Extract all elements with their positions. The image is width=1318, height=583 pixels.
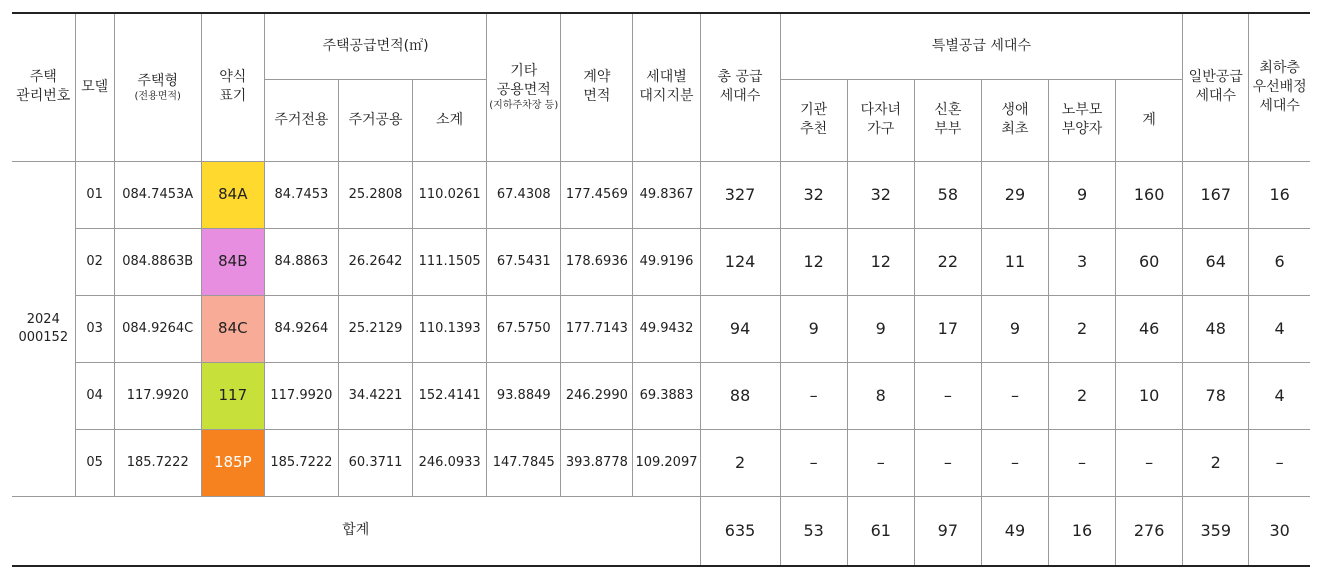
sp-newlywed-cell: 22 <box>914 228 981 295</box>
general-cell: 48 <box>1183 295 1249 362</box>
sp-agency-cell: – <box>780 362 847 429</box>
totals-row <box>12 496 1310 566</box>
land-share-cell: 69.3883 <box>633 362 700 429</box>
sp-agency-total: 53 <box>780 496 847 566</box>
sp-sum-total: 276 <box>1116 496 1183 566</box>
abbr-badge: 84A <box>201 161 264 228</box>
header-total-supply: 총 공급 세대수 <box>700 13 780 161</box>
abbr-badge: 84C <box>201 295 264 362</box>
header-common: 주거공용 <box>338 79 412 161</box>
sp-sum-cell: 46 <box>1116 295 1183 362</box>
header-mgmt-no: 주택 관리번호 <box>12 13 75 161</box>
land-share-cell: 49.9432 <box>633 295 700 362</box>
type-cell: 185.7222 <box>114 429 201 496</box>
contract-area-cell: 393.8778 <box>561 429 633 496</box>
subtotal-cell: 110.0261 <box>413 161 487 228</box>
model-cell: 02 <box>75 228 114 295</box>
total-supply-cell: 124 <box>700 228 780 295</box>
header-sp-first: 생애 최초 <box>981 79 1048 161</box>
contract-area-cell: 177.7143 <box>561 295 633 362</box>
sp-newlywed-cell: 17 <box>914 295 981 362</box>
model-cell: 01 <box>75 161 114 228</box>
header-other-common-sub: (지하주차장 등) <box>489 100 559 112</box>
sp-multi-total: 61 <box>847 496 914 566</box>
other-common-cell: 67.5750 <box>487 295 561 362</box>
sp-elderly-cell: 9 <box>1049 161 1116 228</box>
sp-elderly-cell: – <box>1049 429 1116 496</box>
common-area-cell: 25.2808 <box>338 161 412 228</box>
other-common-cell: 93.8849 <box>487 362 561 429</box>
table-row <box>12 295 1310 362</box>
type-cell: 084.8863B <box>114 228 201 295</box>
header-special: 특별공급 세대수 <box>780 13 1183 79</box>
sp-sum-cell: 60 <box>1116 228 1183 295</box>
private-area-cell: 84.7453 <box>264 161 338 228</box>
other-common-cell: 67.4308 <box>487 161 561 228</box>
sp-sum-cell: – <box>1116 429 1183 496</box>
sp-sum-cell: 10 <box>1116 362 1183 429</box>
subtotal-cell: 110.1393 <box>413 295 487 362</box>
table-row <box>12 429 1310 496</box>
header-type-sub: (전용면적) <box>134 90 181 102</box>
header-sp-multi: 다자녀 가구 <box>847 79 914 161</box>
lowest-cell: 6 <box>1249 228 1310 295</box>
sp-agency-cell: 9 <box>780 295 847 362</box>
model-cell: 03 <box>75 295 114 362</box>
header-land-share: 세대별 대지지분 <box>633 13 700 161</box>
supply-table <box>12 12 1310 567</box>
sp-first-cell: 29 <box>981 161 1048 228</box>
land-share-cell: 49.9196 <box>633 228 700 295</box>
total-supply-cell: 2 <box>700 429 780 496</box>
header-subtotal: 소계 <box>413 79 487 161</box>
mgmt-no-cell: 2024 000152 <box>12 161 75 496</box>
sp-first-cell: – <box>981 429 1048 496</box>
sp-multi-cell: – <box>847 429 914 496</box>
sp-first-total: 49 <box>981 496 1048 566</box>
private-area-cell: 185.7222 <box>264 429 338 496</box>
type-cell: 117.9920 <box>114 362 201 429</box>
abbr-badge: 84B <box>201 228 264 295</box>
sp-agency-cell: 12 <box>780 228 847 295</box>
general-cell: 78 <box>1183 362 1249 429</box>
header-other-common <box>487 13 561 161</box>
sp-newlywed-cell: – <box>914 362 981 429</box>
header-supply-area: 주택공급면적(㎡) <box>264 13 486 79</box>
sp-multi-cell: 9 <box>847 295 914 362</box>
sp-elderly-cell: 2 <box>1049 362 1116 429</box>
sp-sum-cell: 160 <box>1116 161 1183 228</box>
header-type-label: 주택형 <box>137 72 178 89</box>
abbr-badge: 185P <box>201 429 264 496</box>
sp-multi-cell: 12 <box>847 228 914 295</box>
sp-agency-cell: – <box>780 429 847 496</box>
total-supply-total: 635 <box>700 496 780 566</box>
lowest-cell: – <box>1249 429 1310 496</box>
header-lowest: 최하층 우선배정 세대수 <box>1249 13 1310 161</box>
sp-agency-cell: 32 <box>780 161 847 228</box>
other-common-cell: 67.5431 <box>487 228 561 295</box>
sp-first-cell: 9 <box>981 295 1048 362</box>
header-abbr: 약식 표기 <box>201 13 264 161</box>
subtotal-cell: 111.1505 <box>413 228 487 295</box>
sp-newlywed-total: 97 <box>914 496 981 566</box>
private-area-cell: 84.9264 <box>264 295 338 362</box>
header-sp-sum: 계 <box>1116 79 1183 161</box>
model-cell: 04 <box>75 362 114 429</box>
sp-first-cell: 11 <box>981 228 1048 295</box>
sp-newlywed-cell: 58 <box>914 161 981 228</box>
sp-elderly-total: 16 <box>1049 496 1116 566</box>
header-other-common-label: 기타 공용면적 <box>496 63 551 99</box>
sp-multi-cell: 8 <box>847 362 914 429</box>
sp-newlywed-cell: – <box>914 429 981 496</box>
private-area-cell: 117.9920 <box>264 362 338 429</box>
contract-area-cell: 177.4569 <box>561 161 633 228</box>
general-cell: 64 <box>1183 228 1249 295</box>
sp-multi-cell: 32 <box>847 161 914 228</box>
header-sp-elderly: 노부모 부양자 <box>1049 79 1116 161</box>
total-supply-cell: 88 <box>700 362 780 429</box>
header-model: 모델 <box>75 13 114 161</box>
common-area-cell: 25.2129 <box>338 295 412 362</box>
header-general: 일반공급 세대수 <box>1183 13 1249 161</box>
type-cell: 084.7453A <box>114 161 201 228</box>
header-type <box>114 13 201 161</box>
lowest-cell: 4 <box>1249 295 1310 362</box>
sp-elderly-cell: 3 <box>1049 228 1116 295</box>
subtotal-cell: 246.0933 <box>413 429 487 496</box>
common-area-cell: 26.2642 <box>338 228 412 295</box>
general-total: 359 <box>1183 496 1249 566</box>
type-cell: 084.9264C <box>114 295 201 362</box>
total-supply-cell: 94 <box>700 295 780 362</box>
header-sp-agency: 기관 추천 <box>780 79 847 161</box>
table-row <box>12 161 1310 228</box>
lowest-total: 30 <box>1249 496 1310 566</box>
abbr-badge: 117 <box>201 362 264 429</box>
sp-first-cell: – <box>981 362 1048 429</box>
general-cell: 2 <box>1183 429 1249 496</box>
header-sp-newlywed: 신혼 부부 <box>914 79 981 161</box>
totals-label: 합계 <box>12 496 700 566</box>
private-area-cell: 84.8863 <box>264 228 338 295</box>
contract-area-cell: 246.2990 <box>561 362 633 429</box>
table-row <box>12 362 1310 429</box>
general-cell: 167 <box>1183 161 1249 228</box>
contract-area-cell: 178.6936 <box>561 228 633 295</box>
header-contract: 계약 면적 <box>561 13 633 161</box>
total-supply-cell: 327 <box>700 161 780 228</box>
common-area-cell: 60.3711 <box>338 429 412 496</box>
lowest-cell: 4 <box>1249 362 1310 429</box>
land-share-cell: 109.2097 <box>633 429 700 496</box>
common-area-cell: 34.4221 <box>338 362 412 429</box>
subtotal-cell: 152.4141 <box>413 362 487 429</box>
other-common-cell: 147.7845 <box>487 429 561 496</box>
lowest-cell: 16 <box>1249 161 1310 228</box>
land-share-cell: 49.8367 <box>633 161 700 228</box>
header-private: 주거전용 <box>264 79 338 161</box>
model-cell: 05 <box>75 429 114 496</box>
sp-elderly-cell: 2 <box>1049 295 1116 362</box>
table-row <box>12 228 1310 295</box>
